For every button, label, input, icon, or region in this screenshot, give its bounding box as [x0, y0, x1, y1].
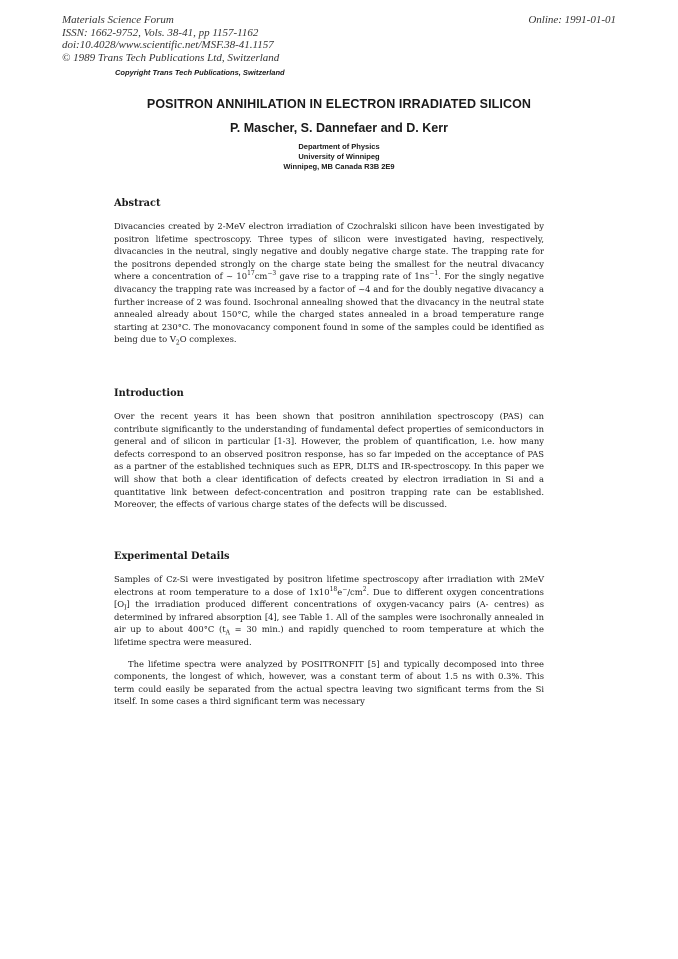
- authors: P. Mascher, S. Dannefaer and D. Kerr: [230, 121, 448, 135]
- journal-name: Materials Science Forum: [62, 14, 174, 26]
- affiliation-university: University of Winnipeg: [298, 152, 380, 161]
- issn-line: ISSN: 1662-9752, Vols. 38-41, pp 1157-1162: [62, 26, 259, 39]
- abstract-section: [114, 198, 544, 346]
- abstract-heading: Abstract: [114, 198, 161, 209]
- affiliation-address: Winnipeg, MB Canada R3B 2E9: [283, 162, 395, 171]
- doi-link[interactable]: doi:10.4028/www.scientific.net/MSF.38-41.1157: [62, 39, 274, 51]
- abstract-text: Divacancies created by 2-MeV electron irradiation of Czochralski silicon have been investigated by positron lifetime spectroscopy. Three types of silicon were investigated having, respectively, divacancies in the neutral, singly negative and doubly negative charge state. The trapping rate for the positrons depended strongly on the charge state being the smallest for the neutral divacancy where a concentration of ~ $10^{17}cm^{-3}$ gave rise to a trapping rate of $1ns^{-1}$. For the singly negative divacancy the trapping rate was increased by a factor of ~4 and for the doubly negative divacancy a further increase of 2 was found. Isochronal annealing showed that the divacancy in the neutral state annealed already about 150°C, while the charged states annealed in a broad temperature range starting at 230°C. The monovacancy component found in some of the samples could be identified as being due to $V_2O$ complexes.: [114, 221, 544, 348]
- publication-info: [62, 14, 279, 64]
- introduction-heading: Introduction: [114, 388, 184, 399]
- copyright-line: Copyright Trans Tech Publications, Switzerland: [115, 68, 285, 77]
- paper-title: POSITRON ANNIHILATION IN ELECTRON IRRADIATED SILICON: [146, 97, 532, 111]
- experimental-text-1: Samples of Cz-Si were investigated by positron lifetime spectroscopy after irradiation with 2MeV electrons at room temperature to a dose of $1x10^{18}e^-/cm^2$. Due to different oxygen concentrations $[O_I]$ the irradiation produced different concentrations of oxygen-vacancy pairs (A- centres) as determined by infrared absorption [4], see Table 1. All of the samples were isochronally annealed in air up to about 400°C ($t_A = 30$ min.) and rapidly quenched to room temperature at which the lifetime spectra were measured.: [114, 574, 544, 647]
- experimental-text-2: The lifetime spectra were analyzed by POSITRONFIT [5] and typically decomposed into three components, the longest of which, however, was a constant term of about 1.5 ns with 0.3%. This term could easily be separated from the actual spectra leaving two significant terms from the Si itself. In some cases a third significant term was necessary: [114, 658, 544, 707]
- introduction-section: [114, 388, 544, 511]
- introduction-text: Over the recent years it has been shown that positron annihilation spectroscopy (PAS) can contribute significantly to the understanding of fundamental defect properties of semiconductors in general and of silicon in particular [1-3]. However, the problem of quantification, i.e. how many defects correspond to an observed positron response, has so far impeded on the acceptance of PAS as a partner of the established techniques such as EPR, DLTS and IR-spectroscopy. In this paper we will show that both a clear identification of defects created by electron irradiation in Si and a quantitative link between defect-concentration and positron trapping rate can be established. Moreover, the effects of various charge states of the defects will be discussed.: [114, 411, 544, 510]
- affiliation: [0, 142, 678, 172]
- experimental-section: [114, 551, 544, 708]
- affiliation-dept: Department of Physics: [298, 142, 380, 151]
- publisher-line: © 1989 Trans Tech Publications Ltd, Switzerland: [62, 51, 280, 64]
- online-date: Online: 1991-01-01: [528, 14, 616, 26]
- experimental-heading: Experimental Details: [114, 551, 230, 562]
